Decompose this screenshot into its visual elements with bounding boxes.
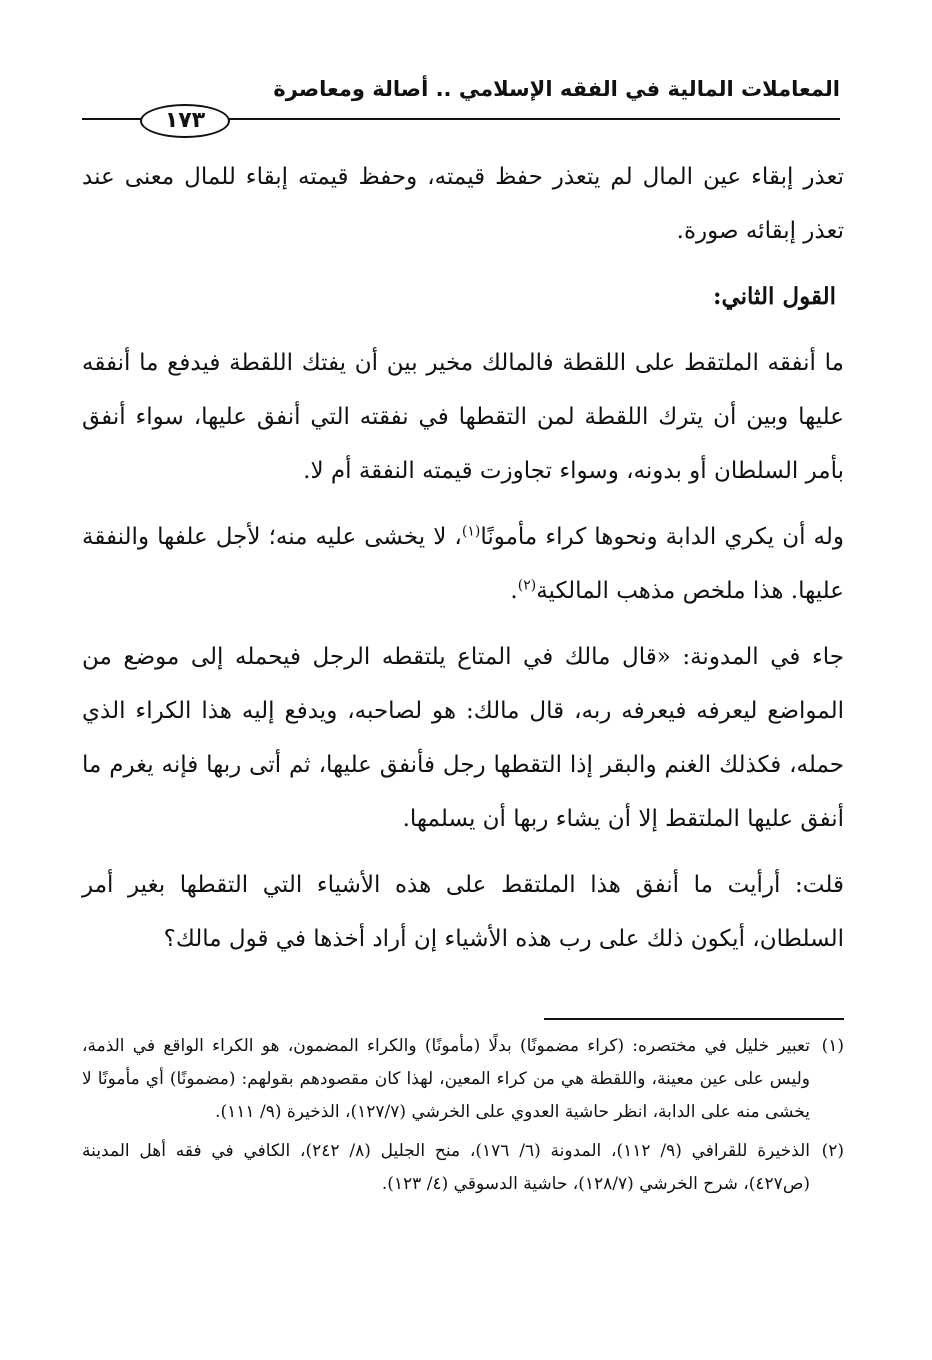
paragraph-3-part-a: وله أن يكري الدابة ونحوها كراء مأمونًا	[480, 524, 844, 550]
paragraph-3-part-b: ، لا يخشى عليه منه؛ لأجل علفها والنفقة عليها. هذا ملخص مذهب المالكية	[82, 524, 844, 604]
footnote-ref-2: (٢)	[517, 577, 537, 594]
main-text	[82, 150, 844, 978]
paragraph-2: ما أنفقه الملتقط على اللقطة فالمالك مخير بين أن يفتك اللقطة فيدفع ما أنفقه عليها وبين أن يترك اللقطة لمن التقطها في نفقته التي أنفق عليها، سواء أنفق بأمر السلطان أو بدونه، وسواء تجاوزت قيمته النفقة أم لا.	[82, 350, 844, 484]
footnotes	[82, 1030, 844, 1207]
footnote-separator	[544, 1018, 844, 1020]
footnote-1	[82, 1030, 844, 1129]
section-heading: القول الثاني:	[712, 283, 836, 310]
footnote-2	[82, 1135, 844, 1201]
header-rule	[220, 118, 840, 120]
footnote-text: الذخيرة للقرافي (٩/ ١١٢)، المدونة (٦/ ١٧٦)، منح الجليل (٨/ ٢٤٢)، الكافي في فقه أهل المدينة (ص٤٢٧)، شرح الخرشي (١٢٨/٧)، حاشية الدسوقي (٤/ ١٢٣).	[82, 1141, 810, 1194]
paragraph-3	[82, 510, 844, 618]
page-number-badge: ١٧٣	[140, 104, 230, 138]
paragraph-3-part-c: .	[510, 578, 518, 604]
paragraph-5: قلت: أرأيت ما أنفق هذا الملتقط على هذه الأشياء التي التقطها بغير أمر السلطان، أيكون ذلك على رب هذه الأشياء إن أراد أخذها في قول مالك؟	[82, 872, 844, 952]
footnote-number: (١)	[821, 1036, 844, 1056]
footnote-text: تعبير خليل في مختصره: (كراء مضمونًا) بدلًا (مأمونًا) والكراء المضمون، هو الكراء الواقع في الذمة، وليس على عين معينة، واللقطة هي من كراء المعين، لهذا كان مقصودهم بقولهم: (مضمونًا) أي مأمونًا لا يخشى منه على الدابة، انظر حاشية العدوي على الخرشي (١٢٧/٧)، الذخيرة (٩/ ١١١).	[82, 1036, 810, 1122]
footnote-ref-1: (١)	[461, 523, 481, 540]
running-title: المعاملات المالية في الفقه الإسلامي .. أصالة ومعاصرة	[273, 77, 840, 101]
footnote-number: (٢)	[821, 1141, 844, 1161]
paragraph-4: جاء في المدونة: «قال مالك في المتاع يلتقطه الرجل فيحمله إلى موضع من المواضع ليعرفه فيعرفه ربه، قال مالك: هو لصاحبه، ويدفع إليه هذا الكراء الذي حمله، فكذلك الغنم والبقر إذا التقطها رجل فأنفق عليها، ثم أتى ربها فإنه يغرم ما أنفق عليها الملتقط إلا أن يشاء ربها أن يسلمها.	[82, 644, 844, 832]
paragraph-1: تعذر إبقاء عين المال لم يتعذر حفظ قيمته، وحفظ قيمته إبقاء للمال معنى عند تعذر إبقائه صورة.	[82, 164, 844, 244]
page-header	[92, 72, 840, 106]
